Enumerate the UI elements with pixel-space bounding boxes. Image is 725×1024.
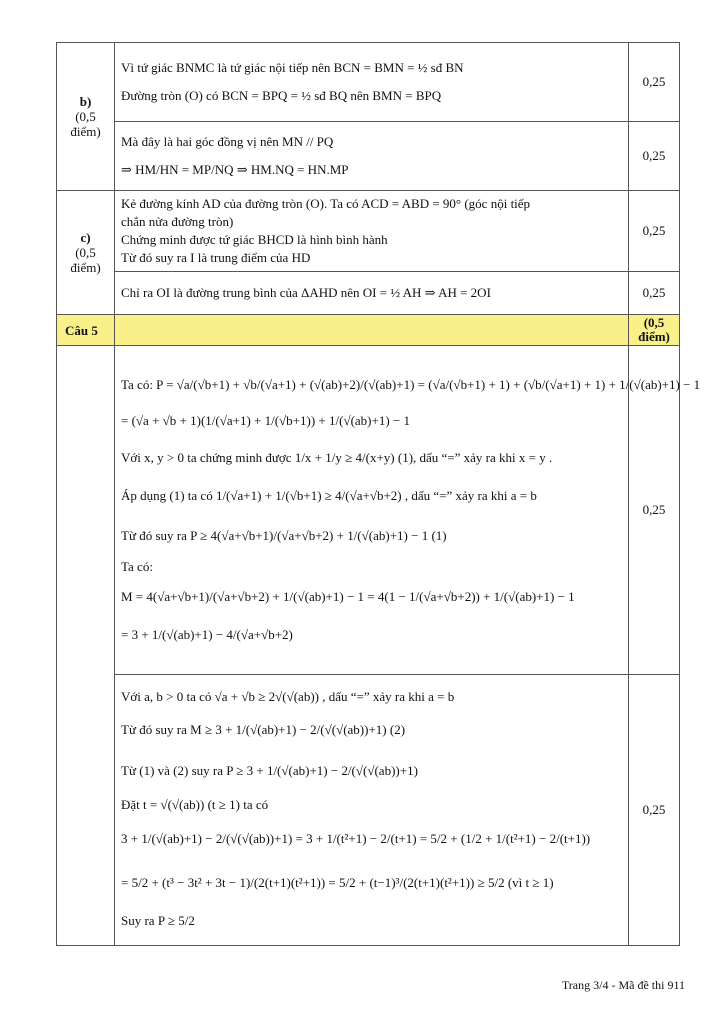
part-b-row-1 xyxy=(57,43,680,122)
text-line: chắn nửa đường tròn) xyxy=(121,214,234,229)
question-5-label: Câu 5 xyxy=(57,315,115,346)
question-5-score-1: 0,25 xyxy=(629,346,680,675)
question-5-points-unit: điểm) xyxy=(638,329,670,344)
question-5-blank-cell xyxy=(57,346,115,946)
math-line: 3 + 1/(√(ab)+1) − 2/(√(√(ab))+1) = 3 + 1/(t²+1) − 2/(t+1) = 5/2 + (1/2 + 1/(t²+1) − 2/(t+1)) xyxy=(121,831,591,846)
part-c-content-1 xyxy=(115,191,629,272)
part-b-points-unit: điểm) xyxy=(70,124,101,139)
math-line: Ta có: xyxy=(121,559,153,574)
page-footer: Trang 3/4 - Mã đề thi 911 xyxy=(561,978,685,992)
text-line: Vì tứ giác BNMC là tứ giác nội tiếp nên BCN = BMN = ½ sđ BN xyxy=(121,60,464,75)
part-b-content-1 xyxy=(115,43,629,122)
math-line: = 3 + 1/(√(ab)+1) − 4/(√a+√b+2) xyxy=(121,627,293,642)
part-b-label-cell xyxy=(57,43,115,191)
part-b-score-1: 0,25 xyxy=(629,43,680,122)
text-line: Từ đó suy ra I là trung điểm của HD xyxy=(121,250,311,265)
part-b-points: (0,5 xyxy=(75,109,96,124)
question-5-empty xyxy=(115,315,629,346)
question-5-points: (0,5 xyxy=(643,315,665,330)
question-5-points-cell xyxy=(629,315,680,346)
math-line: Từ (1) và (2) suy ra P ≥ 3 + 1/(√(ab)+1) − 2/(√(√(ab))+1) xyxy=(121,763,418,778)
math-line: = (√a + √b + 1)(1/(√a+1) + 1/(√b+1)) + 1/(√(ab)+1) − 1 xyxy=(121,413,411,428)
math-line: Đặt t = √(√(ab)) (t ≥ 1) ta có xyxy=(121,797,269,812)
part-b-score-2: 0,25 xyxy=(629,122,680,191)
math-line: = 5/2 + (t³ − 3t² + 3t − 1)/(2(t+1)(t²+1)) = 5/2 + (t−1)³/(2(t+1)(t²+1)) ≥ 5/2 (vì t ≥ 1) xyxy=(121,875,554,890)
part-b-content-2 xyxy=(115,122,629,191)
question-5-header xyxy=(57,315,680,346)
part-b-row-2 xyxy=(57,122,680,191)
text-line: Kẻ đường kính AD của đường tròn (O). Ta có ACD = ABD = 90° (góc nội tiếp xyxy=(121,196,531,211)
part-c-score-2: 0,25 xyxy=(629,272,680,315)
part-c-points-unit: điểm) xyxy=(70,260,101,275)
part-c-points: (0,5 xyxy=(75,245,96,260)
part-c-score-1: 0,25 xyxy=(629,191,680,272)
text-line: Đường tròn (O) có BCN = BPQ = ½ sđ BQ nên BMN = BPQ xyxy=(121,88,442,103)
part-b-label: b) xyxy=(79,94,92,109)
part-c-row-2 xyxy=(57,272,680,315)
math-line: M = 4(√a+√b+1)/(√a+√b+2) + 1/(√(ab)+1) − 1 = 4(1 − 1/(√a+√b+2)) + 1/(√(ab)+1) − 1 xyxy=(121,589,575,604)
math-line: Ta có: P = √a/(√b+1) + √b/(√a+1) + (√(ab)+2)/(√(ab)+1) = (√a/(√b+1) + 1) + (√b/(√a+1) + 1) + 1/(√(ab)+1) − 1 xyxy=(121,377,701,392)
part-c-label-cell xyxy=(57,191,115,315)
question-5-row-2 xyxy=(57,675,680,946)
math-line: Áp dụng (1) ta có 1/(√a+1) + 1/(√b+1) ≥ 4/(√a+√b+2) , dấu “=” xảy ra khi a = b xyxy=(121,488,537,503)
text-line: Chỉ ra OI là đường trung bình của ΔAHD nên OI = ½ AH ⇒ AH = 2OI xyxy=(121,285,491,300)
math-line: Từ đó suy ra P ≥ 4(√a+√b+1)/(√a+√b+2) + 1/(√(ab)+1) − 1 (1) xyxy=(121,528,447,543)
question-5-content-2 xyxy=(115,675,629,946)
text-line: Mà đây là hai góc đồng vị nên MN // PQ xyxy=(121,134,334,149)
text-line: Chứng minh được tứ giác BHCD là hình bình hành xyxy=(121,232,388,247)
question-5-row-1 xyxy=(57,346,680,675)
math-line: Suy ra P ≥ 5/2 xyxy=(121,913,195,928)
math-line: Từ đó suy ra M ≥ 3 + 1/(√(ab)+1) − 2/(√(√(ab))+1) (2) xyxy=(121,722,406,737)
part-c-content-2 xyxy=(115,272,629,315)
part-c-label: c) xyxy=(80,230,91,245)
part-c-row-1 xyxy=(57,191,680,272)
answer-table xyxy=(56,42,701,946)
question-5-score-2: 0,25 xyxy=(629,675,680,946)
text-line: ⇒ HM/HN = MP/NQ ⇒ HM.NQ = HN.MP xyxy=(121,162,349,177)
math-line: Với x, y > 0 ta chứng minh được 1/x + 1/y ≥ 4/(x+y) (1), dấu “=” xảy ra khi x = y . xyxy=(121,450,553,465)
math-line: Với a, b > 0 ta có √a + √b ≥ 2√(√(ab)) , dấu “=” xảy ra khi a = b xyxy=(121,689,455,704)
